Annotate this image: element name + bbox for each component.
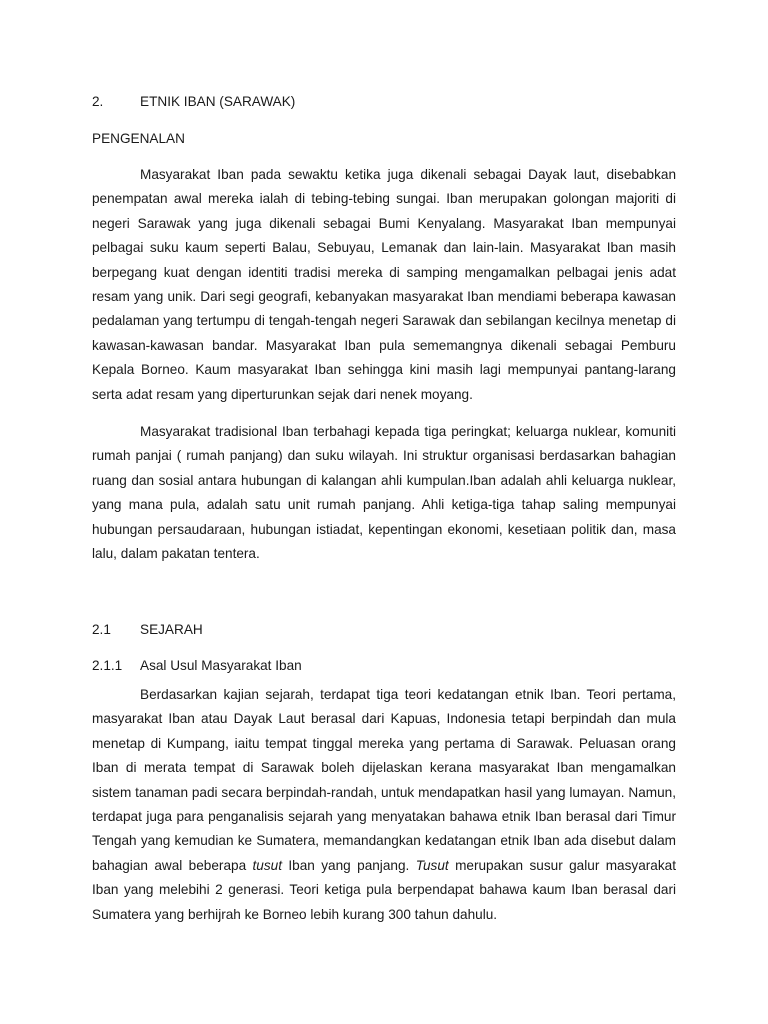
italic-term: tusut: [252, 857, 283, 873]
section-heading: [92, 93, 295, 111]
subsubsection-number: 2.1.1: [92, 658, 123, 673]
subsubsection-heading-asal-usul: [92, 657, 302, 675]
subsection-title: SEJARAH: [140, 622, 203, 637]
intro-paragraph-2: Masyarakat tradisional Iban terbahagi kepada tiga peringkat; keluarga nuklear, komuniti rumah panjai ( rumah panjang) dan suku wilayah. Ini struktur organisasi berdasarkan bahagian ruang dan sosial antara hubungan di kalangan ahli kumpulan.Iban adalah ahli keluarga nuklear, yang mana pula, adalah satu unit rumah panjang. Ahli ketiga-tiga tahap saling mempunyai hubungan persaudaraan, hubungan istiadat, kepentingan ekonomi, kesetiaan politik dan, masa lalu, dalam pakatan tentera.: [92, 424, 676, 562]
italic-term: Tusut: [415, 857, 449, 873]
subsubsection-title: Asal Usul Masyarakat Iban: [140, 658, 302, 673]
paragraph-text: merupakan susur galur masyarakat Iban yang melebihi 2 generasi. Teori ketiga pula berpendapat bahawa kaum Iban berasal dari Sumatera yang berhijrah ke Borneo lebih kurang 300 tahun dahulu.: [92, 857, 676, 922]
intro-paragraph-1: Masyarakat Iban pada sewaktu ketika juga dikenali sebagai Dayak laut, disebabkan penempatan awal mereka ialah di tebing-tebing sungai. Iban merupakan golongan majoriti di negeri Sarawak yang juga dikenali sebagai Bumi Kenyalang. Masyarakat Iban mempunyai pelbagai suku kaum seperti Balau, Sebuyau, Lemanak dan lain-lain. Masyarakat Iban masih berpegang kuat dengan identiti tradisi mereka di samping mengamalkan pelbagai jenis adat resam yang unik. Dari segi geografi, kebanyakan masyarakat Iban mendiami beberapa kawasan pedalaman yang tertumpu di tengah-tengah negeri Sarawak dan sebilangan kecilnya menetap di kawasan-kawasan bandar. Masyarakat Iban pula sememangnya dikenali sebagai Pemburu Kepala Borneo. Kaum masyarakat Iban sehingga kini masih lagi mempunyai pantang-larang serta adat resam yang diperturunkan sejak dari nenek moyang.: [92, 167, 676, 402]
section-number: 2.: [92, 94, 104, 109]
subsection-heading-sejarah: [92, 621, 203, 639]
paragraph-text: Iban yang panjang.: [282, 857, 416, 873]
asal-usul-paragraph: [92, 683, 676, 927]
subsection-number: 2.1: [92, 622, 111, 637]
paragraph-text: Berdasarkan kajian sejarah, terdapat tiga teori kedatangan etnik Iban. Teori pertama, masyarakat Iban atau Dayak Laut berasal dari Kapuas, Indonesia tetapi berpindah dan mula menetap di Kumpang, iaitu tempat tinggal mereka yang pertama di Sarawak. Peluasan orang Iban di merata tempat di Sarawak boleh dijelaskan kerana masyarakat Iban mengamalkan sistem tanaman padi secara berpindah-randah, untuk mendapatkan hasil yang lumayan. Namun, terdapat juga para penganalisis sejarah yang menyatakan bahawa etnik Iban berasal dari Timur Tengah yang kemudian ke Sumatera, memandangkan kedatangan etnik Iban ada disebut dalam bahagian awal beberapa: [92, 687, 676, 873]
intro-heading: PENGENALAN: [92, 131, 185, 146]
section-title: ETNIK IBAN (SARAWAK): [140, 94, 296, 109]
